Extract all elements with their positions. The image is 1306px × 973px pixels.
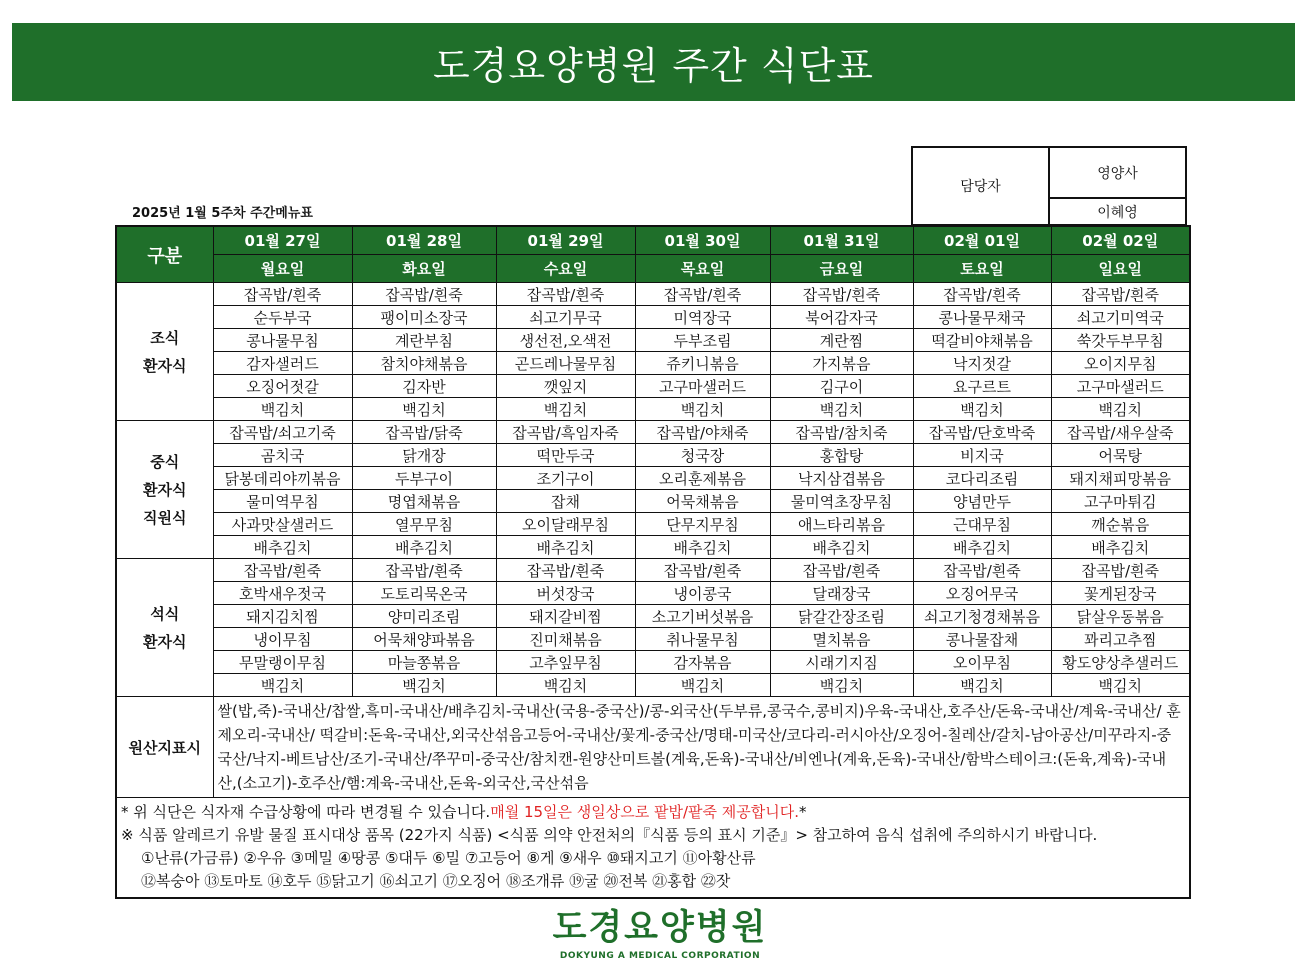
menu-item: 버섯장국: [496, 582, 635, 605]
menu-item: 배추김치: [1051, 536, 1190, 559]
allergen-list-2: ⑫복숭아 ⑬토마토 ⑭호두 ⑮닭고기 ⑯쇠고기 ⑰오징어 ⑱조개류 ⑲굴 ⑳전복 ㉑홍합 ㉒잣: [141, 872, 731, 890]
menu-item: 돼지갈비찜: [496, 605, 635, 628]
menu-item: 꽈리고추찜: [1051, 628, 1190, 651]
menu-item: 비지국: [913, 444, 1051, 467]
menu-item: 잡곡밥/쇠고기죽: [213, 421, 352, 444]
day-header: 일요일: [1051, 255, 1190, 283]
menu-item: 잡곡밥/새우살죽: [1051, 421, 1190, 444]
birthday-notice: 매월 15일은 생일상으로 팥밥/팥죽 제공합니다.: [490, 803, 800, 821]
page-title: 도경요양병원 주간 식단표: [433, 43, 874, 88]
menu-item: 북어감자국: [770, 306, 913, 329]
menu-item: 고추잎무침: [496, 651, 635, 674]
meal-section-label-line: 환자식: [143, 356, 187, 375]
notes-cell: [116, 798, 1190, 899]
meal-section-label: [116, 283, 213, 421]
menu-item: 백김치: [1051, 398, 1190, 421]
menu-row: [116, 559, 1190, 582]
meal-section-label-line: 석식: [150, 604, 180, 623]
menu-item: 잡곡밥/흰죽: [1051, 559, 1190, 582]
hospital-logo-english: DOKYUNG A MEDICAL CORPORATION: [559, 951, 761, 961]
menu-row: [116, 536, 1190, 559]
meal-section-label: [116, 559, 213, 697]
approval-role-manager: 담당자: [912, 147, 1049, 225]
menu-item: 잡곡밥/흰죽: [770, 559, 913, 582]
page-title-banner: [12, 23, 1295, 101]
menu-item: 진미채볶음: [496, 628, 635, 651]
menu-item: 김자반: [352, 375, 496, 398]
menu-item: 코다리조림: [913, 467, 1051, 490]
menu-item: 돼지김치찜: [213, 605, 352, 628]
menu-item: 배추김치: [770, 536, 913, 559]
menu-item: 호박새우젓국: [213, 582, 352, 605]
menu-item: 백김치: [635, 398, 770, 421]
menu-item: 황도양상추샐러드: [1051, 651, 1190, 674]
menu-item: 계란찜: [770, 329, 913, 352]
menu-item: 고구마샐러드: [1051, 375, 1190, 398]
notes-line-2: ※ 식품 알레르기 유발 물질 표시대상 품목 (22가지 식품) <식품 의약 안전처의『식품 등의 표시 기준』> 참고하여 음식 섭취에 주의하시기 바랍니다.: [121, 826, 1098, 844]
menu-item: 잡곡밥/흰죽: [635, 283, 770, 306]
date-header: 02월 01일: [913, 226, 1051, 255]
week-subtitle: 2025년 1월 5주차 주간메뉴표: [132, 206, 313, 221]
menu-item: 백김치: [1051, 674, 1190, 697]
date-header: 02월 02일: [1051, 226, 1190, 255]
menu-item: 쇠고기미역국: [1051, 306, 1190, 329]
menu-item: 낙지젓갈: [913, 352, 1051, 375]
menu-row: [116, 375, 1190, 398]
menu-item: 순두부국: [213, 306, 352, 329]
menu-row: [116, 421, 1190, 444]
day-header: 토요일: [913, 255, 1051, 283]
menu-row: [116, 467, 1190, 490]
meal-section-label: [116, 421, 213, 559]
menu-item: 감자볶음: [635, 651, 770, 674]
date-header: 01월 29일: [496, 226, 635, 255]
meal-section-label-line: 중식: [150, 452, 180, 471]
menu-row: [116, 283, 1190, 306]
day-header: 목요일: [635, 255, 770, 283]
menu-item: 두부구이: [352, 467, 496, 490]
menu-item: 쇠고기무국: [496, 306, 635, 329]
menu-item: 돼지채피망볶음: [1051, 467, 1190, 490]
menu-item: 오징어젓갈: [213, 375, 352, 398]
menu-item: 닭살우동볶음: [1051, 605, 1190, 628]
menu-item: 생선전,오색전: [496, 329, 635, 352]
menu-item: 잡곡밥/단호박죽: [913, 421, 1051, 444]
menu-row: [116, 398, 1190, 421]
menu-item: 김구이: [770, 375, 913, 398]
day-header: 수요일: [496, 255, 635, 283]
menu-item: 사과맛살샐러드: [213, 513, 352, 536]
meal-section-label-line: 환자식: [143, 480, 187, 499]
menu-item: 잡채: [496, 490, 635, 513]
menu-item: 잡곡밥/흰죽: [496, 283, 635, 306]
menu-item: 꽃게된장국: [1051, 582, 1190, 605]
menu-item: 배추김치: [635, 536, 770, 559]
allergen-list-1: ①난류(가금류) ②우유 ③메밀 ④땅콩 ⑤대두 ⑥밀 ⑦고등어 ⑧게 ⑨새우 ⑩돼지고기 ⑪아황산류: [141, 849, 756, 867]
menu-item: 잡곡밥/흰죽: [1051, 283, 1190, 306]
menu-item: 닭봉데리야끼볶음: [213, 467, 352, 490]
hospital-logo-name: 도경요양병원: [552, 908, 768, 948]
menu-item: 잡곡밥/흰죽: [352, 283, 496, 306]
menu-item: 콩나물무침: [213, 329, 352, 352]
menu-item: 쇠고기청경채볶음: [913, 605, 1051, 628]
meal-section-label-line: 조식: [150, 328, 180, 347]
menu-item: 깨순볶음: [1051, 513, 1190, 536]
menu-item: 시래기지짐: [770, 651, 913, 674]
meal-section-label-line: 환자식: [143, 632, 187, 651]
menu-item: 백김치: [496, 398, 635, 421]
menu-item: 잡곡밥/흰죽: [913, 559, 1051, 582]
menu-item: 홍합탕: [770, 444, 913, 467]
menu-item: 마늘쫑볶음: [352, 651, 496, 674]
menu-row: [116, 605, 1190, 628]
approval-role-dietitian: 영양사: [1049, 147, 1186, 198]
menu-item: 달래장국: [770, 582, 913, 605]
menu-item: 양미리조림: [352, 605, 496, 628]
menu-item: 오리훈제볶음: [635, 467, 770, 490]
menu-item: 쑥갓두부무침: [1051, 329, 1190, 352]
menu-item: 미역장국: [635, 306, 770, 329]
menu-item: 청국장: [635, 444, 770, 467]
menu-item: 백김치: [352, 398, 496, 421]
menu-item: 요구르트: [913, 375, 1051, 398]
day-header: 화요일: [352, 255, 496, 283]
menu-row: [116, 306, 1190, 329]
menu-row: [116, 582, 1190, 605]
menu-item: 백김치: [913, 398, 1051, 421]
menu-item: 백김치: [213, 674, 352, 697]
menu-item: 조기구이: [496, 467, 635, 490]
menu-row: [116, 329, 1190, 352]
menu-item: 잡곡밥/닭죽: [352, 421, 496, 444]
menu-item: 팽이미소장국: [352, 306, 496, 329]
menu-item: 애느타리볶음: [770, 513, 913, 536]
menu-item: 백김치: [770, 674, 913, 697]
menu-row: [116, 513, 1190, 536]
menu-item: 낙지삼겹볶음: [770, 467, 913, 490]
menu-item: 떡갈비야채볶음: [913, 329, 1051, 352]
menu-item: 잡곡밥/흰죽: [496, 559, 635, 582]
menu-item: 명엽채볶음: [352, 490, 496, 513]
menu-item: 물미역초장무침: [770, 490, 913, 513]
date-header: 01월 27일: [213, 226, 352, 255]
menu-item: 도토리묵온국: [352, 582, 496, 605]
day-header: 월요일: [213, 255, 352, 283]
menu-item: 무말랭이무침: [213, 651, 352, 674]
menu-item: 백김치: [635, 674, 770, 697]
menu-item: 잡곡밥/참치죽: [770, 421, 913, 444]
menu-item: 백김치: [913, 674, 1051, 697]
menu-item: 잡곡밥/흰죽: [213, 559, 352, 582]
origin-label: 원산지표시: [116, 697, 213, 798]
menu-item: 소고기버섯볶음: [635, 605, 770, 628]
menu-item: 배추김치: [352, 536, 496, 559]
menu-item: 감자샐러드: [213, 352, 352, 375]
menu-item: 물미역무침: [213, 490, 352, 513]
menu-item: 잡곡밥/흰죽: [770, 283, 913, 306]
menu-item: 백김치: [352, 674, 496, 697]
menu-item: 곤드레나물무침: [496, 352, 635, 375]
menu-item: 단무지무침: [635, 513, 770, 536]
menu-item: 취나물무침: [635, 628, 770, 651]
menu-item: 쥬키니볶음: [635, 352, 770, 375]
menu-item: 고구마튀김: [1051, 490, 1190, 513]
menu-row: [116, 490, 1190, 513]
date-header: 01월 30일: [635, 226, 770, 255]
menu-row: [116, 651, 1190, 674]
notes-line-1: [121, 801, 1183, 824]
menu-item: 배추김치: [213, 536, 352, 559]
menu-item: 잡곡밥/흑임자죽: [496, 421, 635, 444]
menu-row: [116, 444, 1190, 467]
menu-item: 곰치국: [213, 444, 352, 467]
menu-item: 양념만두: [913, 490, 1051, 513]
menu-item: 콩나물잡채: [913, 628, 1051, 651]
menu-row: [116, 674, 1190, 697]
menu-item: 배추김치: [496, 536, 635, 559]
menu-item: 오징어무국: [913, 582, 1051, 605]
menu-item: 깻잎지: [496, 375, 635, 398]
menu-item: 잡곡밥/흰죽: [635, 559, 770, 582]
menu-item: 참치야채볶음: [352, 352, 496, 375]
date-header: 01월 31일: [770, 226, 913, 255]
hospital-logo: [530, 906, 790, 961]
menu-item: 백김치: [496, 674, 635, 697]
menu-item: 계란부침: [352, 329, 496, 352]
meal-section-label-line: 직원식: [143, 508, 187, 527]
menu-item: 잡곡밥/흰죽: [213, 283, 352, 306]
notes-asterisk: *: [799, 803, 807, 821]
category-header: 구분: [116, 226, 213, 283]
day-header: 금요일: [770, 255, 913, 283]
menu-item: 고구마샐러드: [635, 375, 770, 398]
menu-item: 오이달래무침: [496, 513, 635, 536]
menu-item: 배추김치: [913, 536, 1051, 559]
menu-item: 떡만두국: [496, 444, 635, 467]
origin-text: 쌀(밥,죽)-국내산/찹쌀,흑미-국내산/배추김치-국내산(국용-중국산)/콩-외국산(두부류,콩국수,콩비지)우육-국내산,호주산/돈육-국내산/계육-국내산/ 훈제오리-국내산/ 떡갈비:돈육-국내산,외국산섞음고등어-국내산/꽃게-중국산/명태-미국산/코다리-러시아산/오징어-칠레산/갈치-남아공산/미꾸라지-중국산/낙지-베트남산/조기-국내산/쭈꾸미-중국산/참치캔-원양산미트볼(계육,돈육)-국내산/비엔나(계육,돈육)-국내산/함박스테이크:(돈육,계육)-국내산,(소고기)-호주산/햄:계육-국내산,돈육-외국산,국산섞음: [213, 697, 1190, 798]
menu-row: [116, 628, 1190, 651]
approval-name-dietitian: 이혜영: [1049, 198, 1186, 225]
menu-item: 잡곡밥/야채죽: [635, 421, 770, 444]
menu-item: 어묵채볶음: [635, 490, 770, 513]
menu-item: 잡곡밥/흰죽: [913, 283, 1051, 306]
menu-item: 콩나물무채국: [913, 306, 1051, 329]
date-header: 01월 28일: [352, 226, 496, 255]
menu-item: 냉이콩국: [635, 582, 770, 605]
menu-item: 잡곡밥/흰죽: [352, 559, 496, 582]
menu-row: [116, 352, 1190, 375]
menu-item: 닭갈간장조림: [770, 605, 913, 628]
menu-item: 닭개장: [352, 444, 496, 467]
menu-item: 백김치: [770, 398, 913, 421]
menu-item: 오이무침: [913, 651, 1051, 674]
menu-item: 근대무침: [913, 513, 1051, 536]
menu-item: 냉이무침: [213, 628, 352, 651]
menu-item: 가지볶음: [770, 352, 913, 375]
menu-item: 백김치: [213, 398, 352, 421]
menu-item: 어묵채양파볶음: [352, 628, 496, 651]
menu-item: 어묵탕: [1051, 444, 1190, 467]
menu-item: 두부조림: [635, 329, 770, 352]
menu-item: 멸치볶음: [770, 628, 913, 651]
menu-item: 오이지무침: [1051, 352, 1190, 375]
notes-change-text: * 위 식단은 식자재 수급상황에 따라 변경될 수 있습니다.: [121, 803, 491, 821]
weekly-menu-table: [115, 225, 1191, 899]
menu-item: 열무무침: [352, 513, 496, 536]
